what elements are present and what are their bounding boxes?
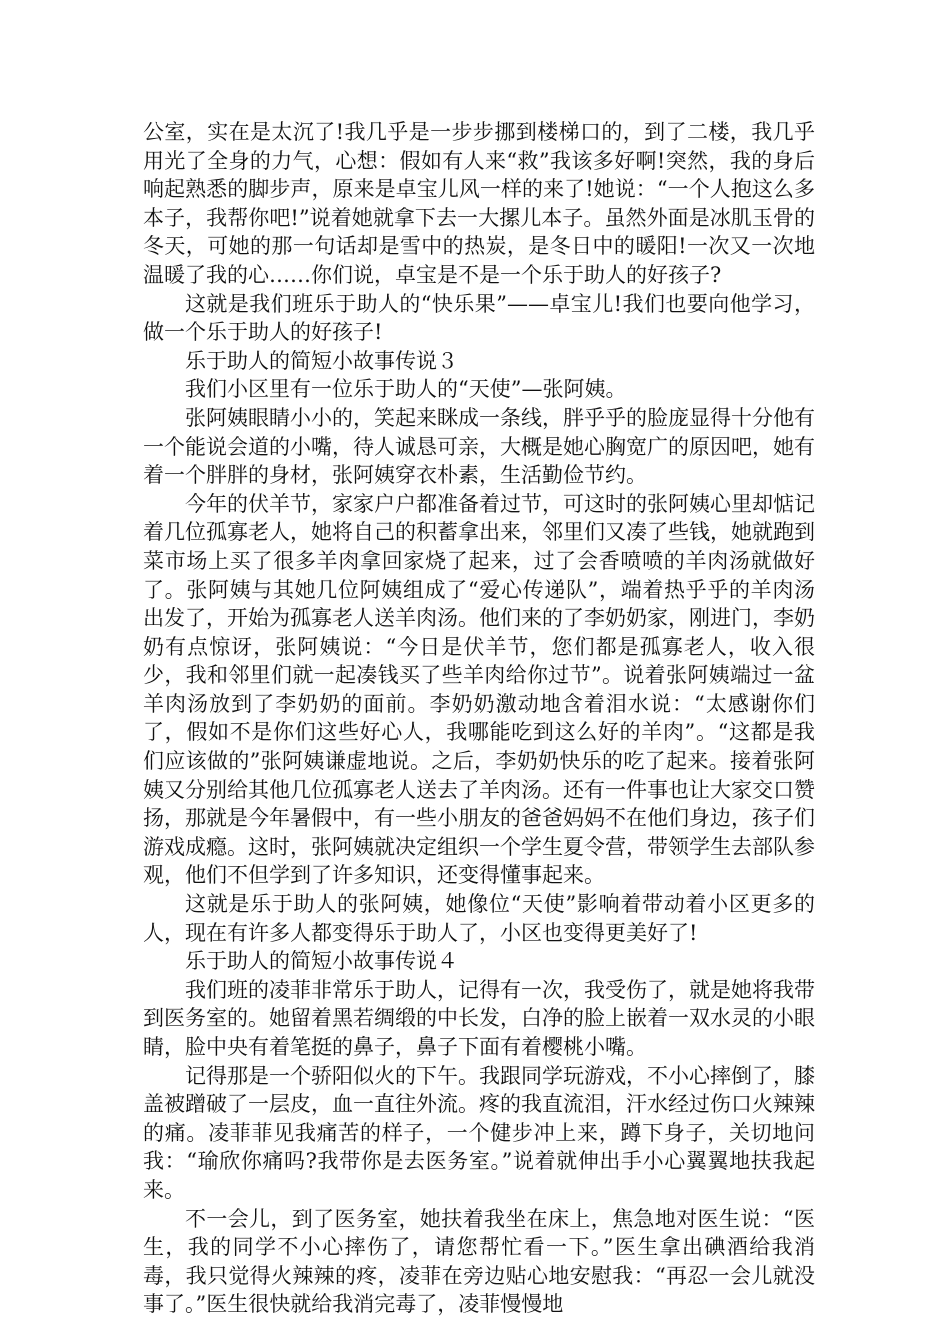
- paragraph-5: 今年的伏羊节，家家户户都准备着过节，可这时的张阿姨心里却惦记着几位孤寡老人，她将自己的积蓄拿出来，邻里们又凑了些钱，她就跑到菜市场上买了很多羊肉拿回家烧了起来，过了会香喷喷的羊肉汤就做好了。张阿姨与其她几位阿姨组成了“爱心传递队”，端着热乎乎的羊肉汤出发了，开始为孤寡老人送羊肉汤。他们来的了李奶奶家，刚进门，李奶奶有点惊讶，张阿姨说：“今日是伏羊节，您们都是孤寡老人，收入很少，我和邻里们就一起凑钱买了些羊肉给你过节”。说着张阿姨端过一盆羊肉汤放到了李奶奶的面前。李奶奶激动地含着泪水说：“太感谢你们了，假如不是你们这些好心人，我哪能吃到这么好的羊肉”。“这都是我们应该做的”张阿姨谦虚地说。之后，李奶奶快乐的吃了起来。接着张阿姨又分别给其他几位孤寡老人送去了羊肉汤。还有一件事也让大家交口赞扬，那就是今年暑假中，有一些小朋友的爸爸妈妈不在他们身边，孩子们游戏成瘾。这时，张阿姨就决定组织一个学生夏令营，带领学生去部队参观，他们不但学到了许多知识，还变得懂事起来。: [143, 491, 815, 888]
- paragraph-9: 不一会儿，到了医务室，她扶着我坐在床上，焦急地对医生说：“医生，我的同学不小心摔伤了，请您帮忙看一下。”医生拿出碘酒给我消毒，我只觉得火辣辣的疼，凌菲在旁边贴心地安慰我：“再忍一会儿就没事了。”医生很快就给我消完毒了，凌菲慢慢地: [143, 1206, 815, 1317]
- paragraph-8: 记得那是一个骄阳似火的下午。我跟同学玩游戏，不小心摔倒了，膝盖被蹭破了一层皮，血一直往外流。疼的我直流泪，汗水经过伤口火辣辣的痛。凌菲菲见我痛苦的样子，一个健步冲上来，蹲下身子，关切地问我：“瑜欣你痛吗?我带你是去医务室。”说着就伸出手小心翼翼地扶我起来。: [143, 1063, 815, 1202]
- paragraph-1: 公室，实在是太沉了!我几乎是一步步挪到楼梯口的，到了二楼，我几乎用光了全身的力气，心想：假如有人来“救”我该多好啊!突然，我的身后响起熟悉的脚步声，原来是卓宝儿风一样的来了!她说：“一个人抱这么多本子，我帮你吧!”说着她就拿下去一大摞儿本子。虽然外面是冰肌玉骨的冬天，可她的那一句话却是雪中的热炭，是冬日中的暖阳!一次又一次地温暖了我的心……你们说，卓宝是不是一个乐于助人的好孩子?: [143, 120, 815, 287]
- paragraph-6: 这就是乐于助人的张阿姨，她像位“天使”影响着带动着小区更多的人，现在有许多人都变得乐于助人了，小区也变得更美好了!: [143, 892, 815, 945]
- paragraph-4: 张阿姨眼睛小小的，笑起来眯成一条线，胖乎乎的脸庞显得十分他有一个能说会道的小嘴，待人诚恳可亲，大概是她心胸宽广的原因吧，她有着一个胖胖的身材，张阿姨穿衣朴素，生活勤俭节约。: [143, 405, 815, 488]
- section-heading-3: 乐于助人的简短小故事传说３: [185, 348, 458, 373]
- paragraph-3: 我们小区里有一位乐于助人的“天使”—张阿姨。: [185, 377, 627, 402]
- paragraph-2: 这就是我们班乐于助人的“快乐果”——卓宝儿!我们也要向他学习，做一个乐于助人的好孩子!: [143, 291, 815, 345]
- paragraph-7: 我们班的凌菲非常乐于助人，记得有一次，我受伤了，就是她将我带到医务室的。她留着黑若绸缎的中长发，白净的脸上嵌着一双水灵的小眼睛，脸中央有着笔挺的鼻子，鼻子下面有着樱桃小嘴。: [143, 977, 815, 1059]
- section-heading-4: 乐于助人的简短小故事传说４: [185, 949, 458, 974]
- document-page: [143, 118, 815, 1319]
